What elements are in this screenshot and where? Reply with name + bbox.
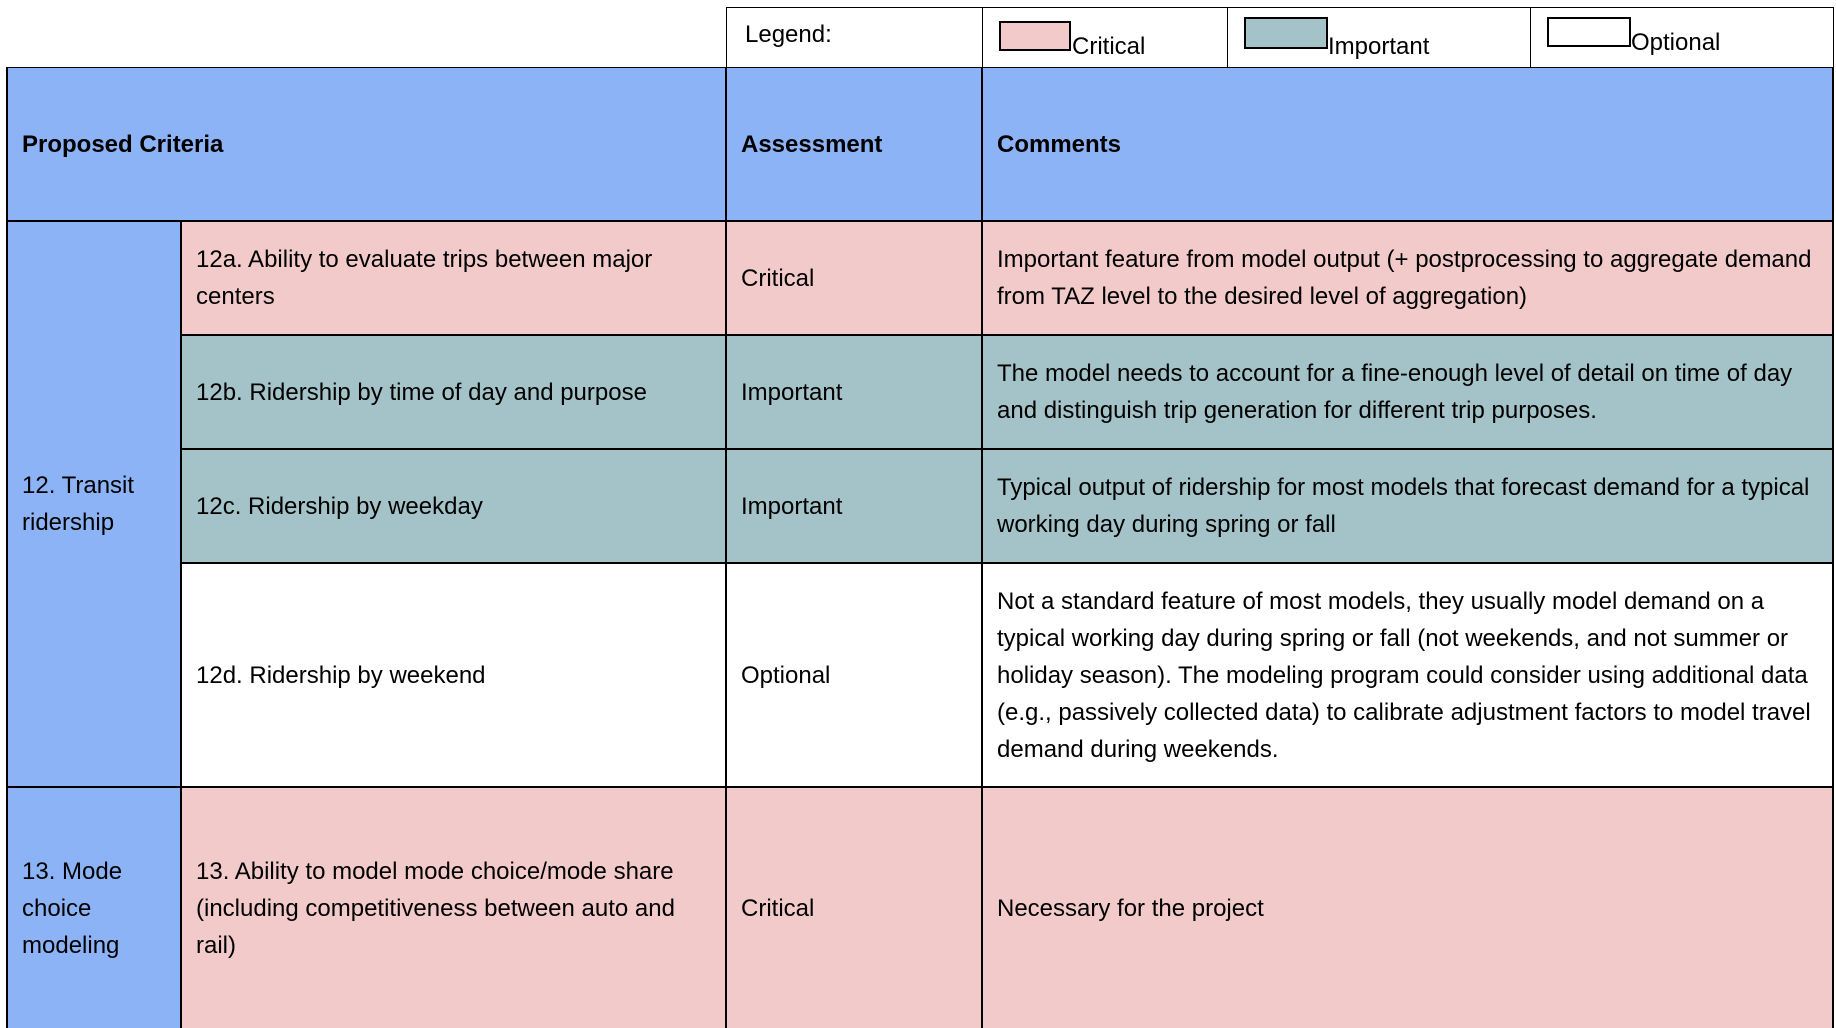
- header-proposed-criteria: Proposed Criteria: [6, 68, 727, 222]
- legend: [726, 7, 1834, 70]
- assessment-12c: Important: [727, 450, 983, 564]
- criteria-table: [6, 67, 1834, 1022]
- legend-title-cell: [726, 8, 982, 69]
- criterion-12a: 12a. Ability to evaluate trips between major centers: [182, 222, 727, 336]
- assessment-12b: Important: [727, 336, 983, 450]
- comment-12a: Important feature from model output (+ postprocessing to aggregate demand from TAZ level to the desired level of aggregation): [983, 222, 1834, 336]
- assessment-12a: Critical: [727, 222, 983, 336]
- legend-optional: [1530, 8, 1834, 69]
- group-label-transit-ridership: 12. Transit ridership: [6, 222, 182, 788]
- header-comments: Comments: [983, 68, 1834, 222]
- legend-important-label: Important: [1328, 33, 1430, 60]
- criterion-12b: 12b. Ridership by time of day and purpose: [182, 336, 727, 450]
- assessment-13: Critical: [727, 788, 983, 1028]
- assessment-12d: Optional: [727, 564, 983, 788]
- comment-13: Necessary for the project: [983, 788, 1834, 1028]
- header-assessment: Assessment: [727, 68, 983, 222]
- optional-swatch: [1547, 17, 1631, 47]
- criterion-12d: 12d. Ridership by weekend: [182, 564, 727, 788]
- group-label-mode-choice: 13. Mode choice modeling: [6, 788, 182, 1028]
- important-swatch: [1244, 17, 1328, 49]
- comment-12b: The model needs to account for a fine-enough level of detail on time of day and distinguish trip generation for different trip purposes.: [983, 336, 1834, 450]
- legend-title: Legend:: [745, 21, 832, 48]
- legend-critical-label: Critical: [1072, 33, 1146, 60]
- legend-critical: [982, 8, 1227, 69]
- criterion-13: 13. Ability to model mode choice/mode share (including competitiveness between auto and rail): [182, 788, 727, 1028]
- critical-swatch: [999, 21, 1071, 51]
- legend-optional-label: Optional: [1631, 29, 1721, 56]
- criterion-12c: 12c. Ridership by weekday: [182, 450, 727, 564]
- comment-12d: Not a standard feature of most models, they usually model demand on a typical working day during spring or fall (not weekends, and not summer or holiday season). The modeling program could consider using additional data (e.g., passively collected data) to calibrate adjustment factors to model travel demand during weekends.: [983, 564, 1834, 788]
- legend-important: [1227, 8, 1530, 69]
- comment-12c: Typical output of ridership for most models that forecast demand for a typical working day during spring or fall: [983, 450, 1834, 564]
